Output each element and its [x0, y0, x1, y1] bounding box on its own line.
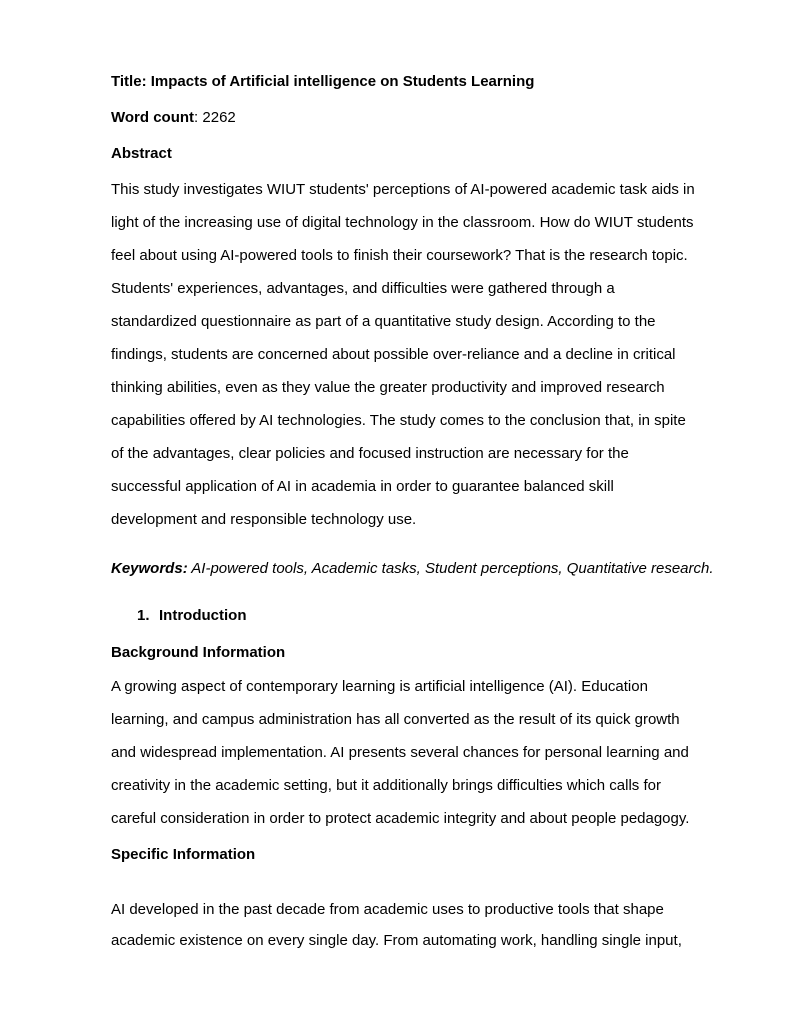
specific-paragraph: [111, 900, 761, 962]
introduction-heading-text: Introduction: [159, 607, 247, 624]
abstract-line: of the advantages, clear policies and focused instruction are necessary for the: [111, 445, 629, 462]
specific-heading: Specific Information: [111, 846, 256, 863]
abstract-line: findings, students are concerned about possible over-reliance and a decline in critical: [111, 346, 676, 363]
background-line: creativity in the academic setting, but it additionally brings difficulties which calls for: [111, 777, 661, 794]
abstract-line: This study investigates WIUT students' perceptions of AI-powered academic task aids in: [111, 181, 695, 198]
word-count-value: : 2262: [194, 109, 236, 126]
word-count-label: Word count: [111, 109, 195, 126]
background-line: learning, and campus administration has all converted as the result of its quick growth: [111, 711, 680, 728]
section-number: 1.: [137, 607, 150, 624]
abstract-line: capabilities offered by AI technologies. The study comes to the conclusion that, in spite: [111, 412, 686, 429]
background-paragraph: [111, 677, 761, 842]
abstract-line: light of the increasing use of digital technology in the classroom. How do WIUT students: [111, 214, 694, 231]
specific-line: academic existence on every single day. From automating work, handling single input,: [111, 932, 682, 949]
abstract-line: Students' experiences, advantages, and difficulties were gathered through a: [111, 280, 615, 297]
abstract-paragraph: [111, 180, 761, 543]
background-line: and widespread implementation. AI presents several chances for personal learning and: [111, 744, 689, 761]
keywords: [111, 560, 714, 577]
background-line: careful consideration in order to protect academic integrity and about people pedagogy.: [111, 810, 690, 827]
document-title: Title: Impacts of Artificial intelligence on Students Learning: [111, 73, 535, 90]
background-line: A growing aspect of contemporary learning is artificial intelligence (AI). Education: [111, 678, 648, 695]
word-count: [111, 109, 236, 126]
abstract-line: standardized questionnaire as part of a quantitative study design. According to the: [111, 313, 656, 330]
keywords-label: Keywords:: [111, 560, 188, 577]
abstract-line: feel about using AI-powered tools to finish their coursework? That is the research topic.: [111, 247, 688, 264]
abstract-line: development and responsible technology use.: [111, 511, 417, 528]
specific-line: AI developed in the past decade from academic uses to productive tools that shape: [111, 901, 664, 918]
abstract-line: thinking abilities, even as they value the greater productivity and improved research: [111, 379, 665, 396]
abstract-line: successful application of AI in academia in order to guarantee balanced skill: [111, 478, 614, 495]
background-heading: Background Information: [111, 644, 286, 661]
introduction-heading: [137, 607, 246, 624]
abstract-heading: Abstract: [111, 145, 172, 162]
keywords-text: AI-powered tools, Academic tasks, Student perceptions, Quantitative research.: [187, 560, 714, 577]
